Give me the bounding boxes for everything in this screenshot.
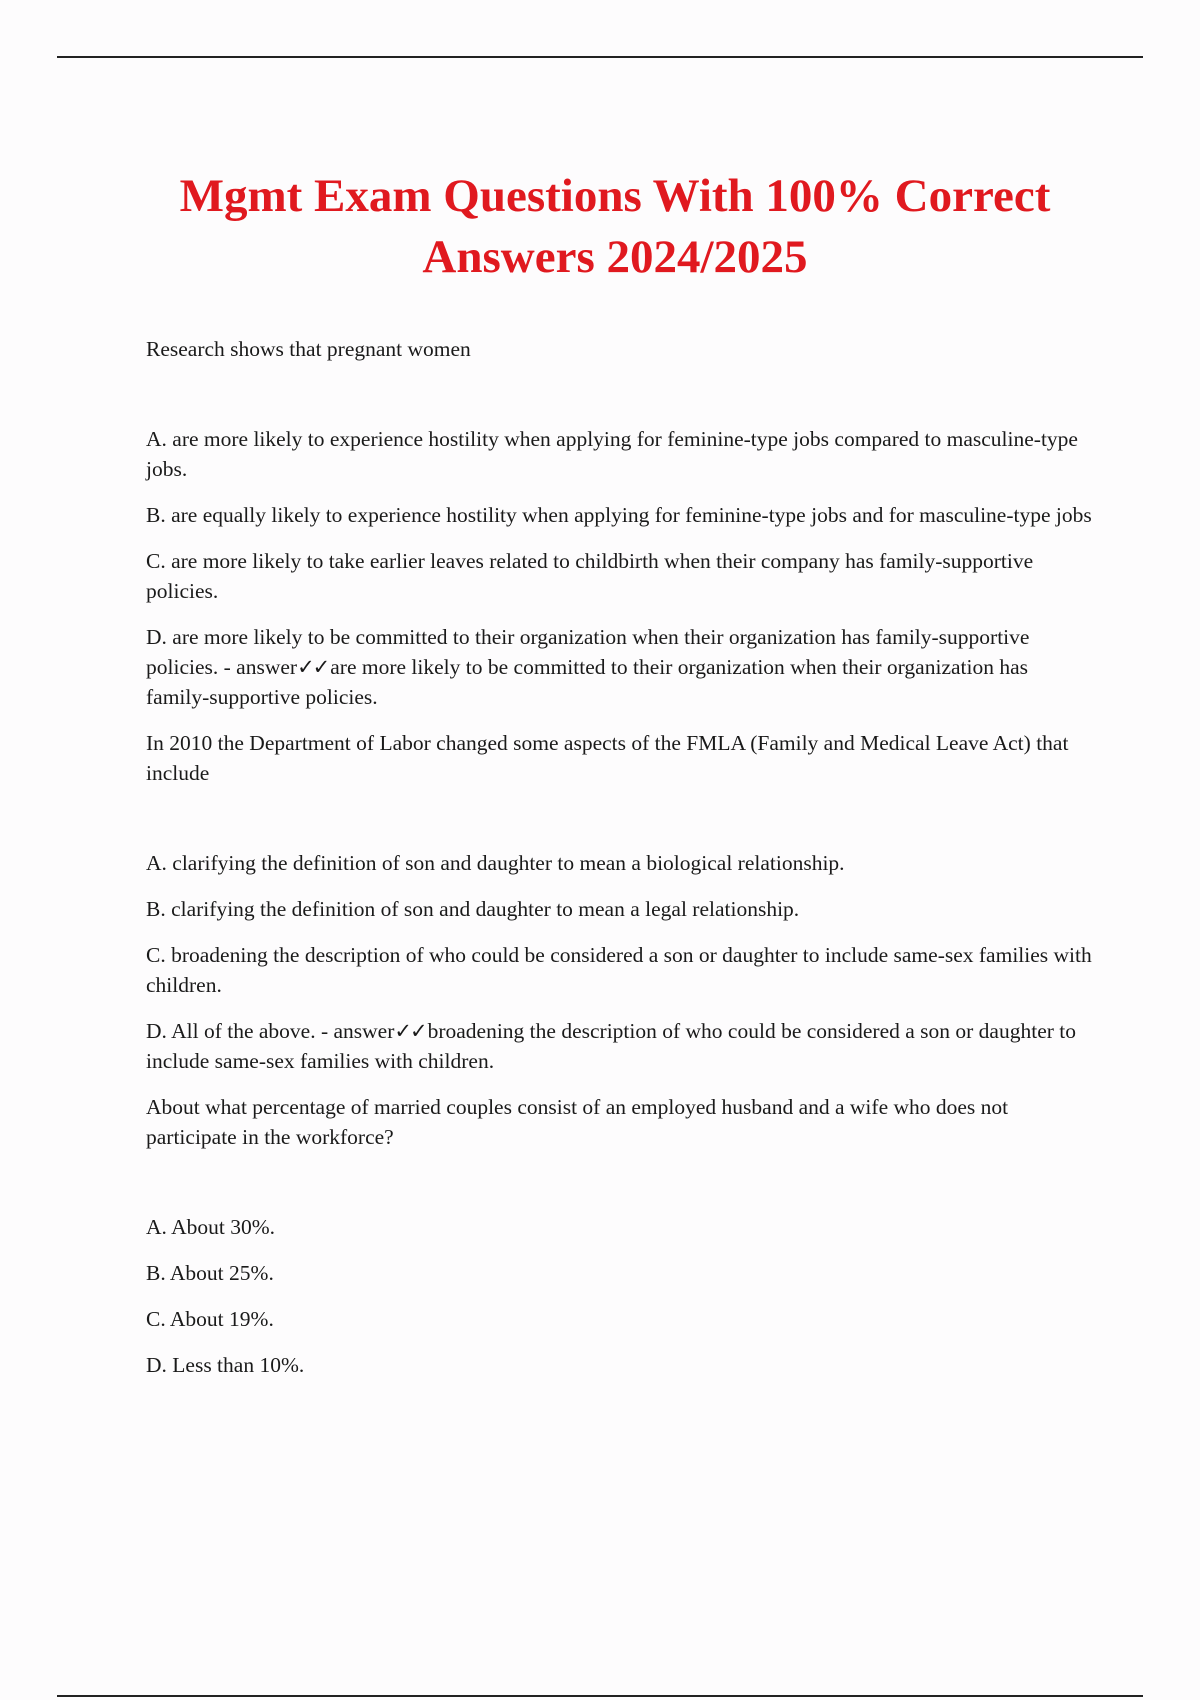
question-1 — [146, 334, 1096, 712]
answer-option: B. clarifying the definition of son and daughter to mean a legal relationship. — [146, 897, 800, 921]
answer-option: A. clarifying the definition of son and daughter to mean a biological relationship. — [146, 851, 845, 875]
answer-option: D. Less than 10%. — [146, 1353, 305, 1377]
correct-answer: are more likely to be committed to their organization when their organization has family-supportive policies. — [146, 655, 1029, 709]
correct-answer: broadening the description of who could be considered a son or daughter to include same-sex families with children. — [146, 1019, 1076, 1073]
question-3 — [146, 1092, 1096, 1380]
answer-option-with-answer — [146, 622, 1096, 712]
answer-option-text: D. are more likely to be committed to their organization when their organization has family-supportive policies. — [146, 625, 1030, 679]
answer-option: C. broadening the description of who could be considered a son or daughter to include same-sex families with children. — [146, 943, 1092, 997]
bottom-rule — [57, 1695, 1143, 1697]
answer-prefix: - answer — [315, 1019, 395, 1043]
question-stem: In 2010 the Department of Labor changed some aspects of the FMLA (Family and Medical Leave Act) that include — [146, 731, 1069, 785]
question-stem: Research shows that pregnant women — [146, 337, 471, 361]
answer-option: B. are equally likely to experience hostility when applying for feminine-type jobs and for masculine-type jobs — [146, 503, 1092, 527]
answer-option-with-answer — [146, 1016, 1096, 1076]
answer-option: C. About 19%. — [146, 1307, 274, 1331]
document-title: Mgmt Exam Questions With 100% Correct Answers 2024/2025 — [179, 170, 1051, 283]
question-2 — [146, 728, 1096, 1076]
answer-prefix: - answer — [218, 655, 298, 679]
answer-option-text: D. All of the above. — [146, 1019, 316, 1043]
check-icon: ✓✓ — [297, 655, 329, 679]
answer-option: A. About 30%. — [146, 1215, 275, 1239]
document-body — [146, 334, 1096, 1396]
answer-option: A. are more likely to experience hostility when applying for feminine-type jobs compared to masculine-type jobs. — [146, 427, 1078, 481]
top-rule — [57, 56, 1143, 58]
check-icon: ✓✓ — [394, 1019, 426, 1043]
question-stem: About what percentage of married couples consist of an employed husband and a wife who does not participate in the workforce? — [146, 1095, 1009, 1149]
answer-option: B. About 25%. — [146, 1261, 274, 1285]
answer-option: C. are more likely to take earlier leaves related to childbirth when their company has family-supportive policies. — [146, 549, 1034, 603]
